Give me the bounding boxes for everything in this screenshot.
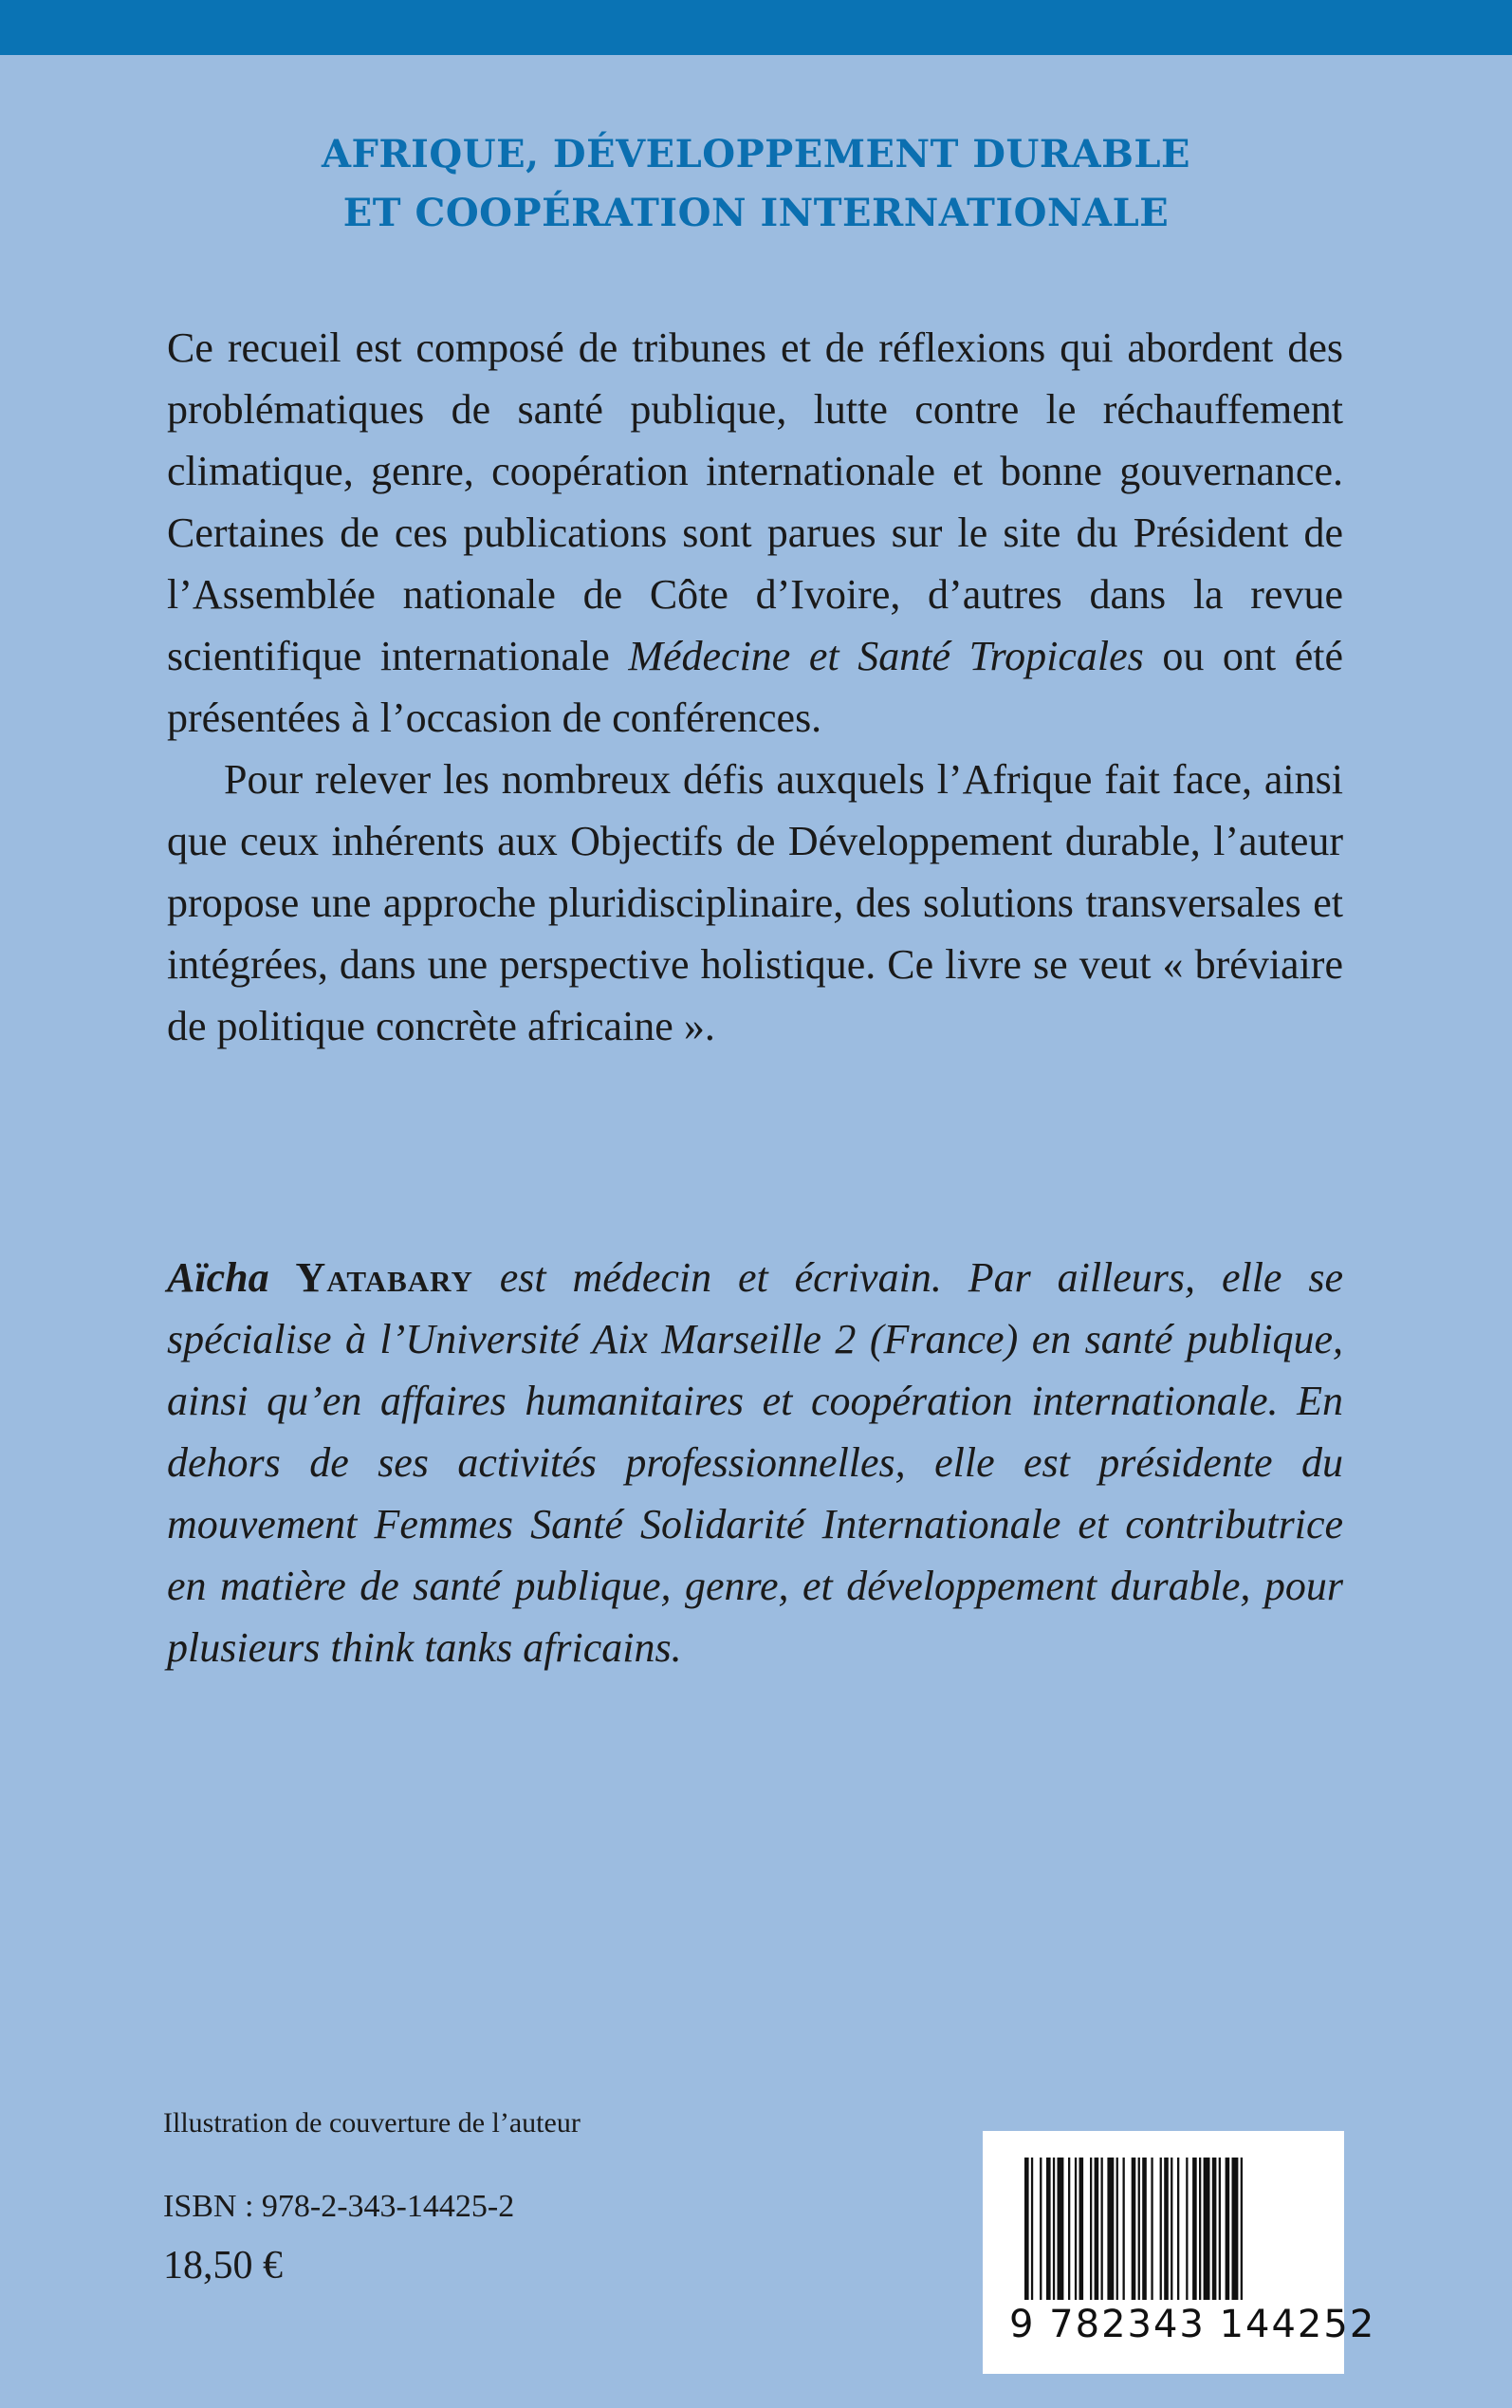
barcode-bar: [1142, 2158, 1147, 2300]
barcode-bar: [1160, 2158, 1162, 2300]
barcode-bar: [1107, 2158, 1114, 2300]
barcode-bar: [1101, 2158, 1103, 2300]
barcode-bar: [1024, 2158, 1029, 2300]
barcode-bar: [1204, 2158, 1210, 2300]
summary-p1-text-a: Ce recueil est composé de tribunes et de réflexions qui abordent des problématiques de santé publique, lutte contre le réchauffement climatique, genre, coopération internationale et bonne gouvernance. Certaines de ces publications sont parues sur le site du Président de l’Assemblée nationale de Côte d’Ivoire, d’autres dans la revue scientifique internationale: [167, 324, 1343, 679]
barcode-bar: [1053, 2158, 1055, 2300]
barcode-bar: [1046, 2158, 1051, 2300]
barcode-bars-icon: [1024, 2158, 1309, 2300]
barcode-bar: [1171, 2158, 1172, 2300]
isbn: ISBN : 978-2-343-14425-2: [163, 2189, 515, 2224]
book-title: [0, 125, 1512, 243]
barcode-bar: [1116, 2158, 1118, 2300]
barcode-bar: [1123, 2158, 1125, 2300]
barcode-bar: [1090, 2158, 1092, 2300]
journal-title: Médecine et Santé Tropicales: [628, 633, 1144, 679]
barcode-bar: [1058, 2158, 1064, 2300]
barcode-bar: [1226, 2158, 1230, 2300]
barcode-bar: [1031, 2158, 1033, 2300]
barcode-bar: [1232, 2158, 1239, 2300]
barcode-bar: [1192, 2158, 1197, 2300]
author-last-name: Yatabary: [295, 1254, 473, 1301]
barcode-bar: [1212, 2158, 1217, 2300]
cover-illustration-credit: Illustration de couverture de l’auteur: [163, 2107, 581, 2139]
price: 18,50 €: [163, 2244, 283, 2288]
barcode-bar: [1164, 2158, 1169, 2300]
barcode-bar: [1151, 2158, 1152, 2300]
author-first-name: Aïcha: [167, 1254, 269, 1301]
summary-p1-text-b: ou ont été présentées à l’occasion de conférences.: [167, 633, 1344, 741]
barcode-bar: [1040, 2158, 1042, 2300]
barcode-bar: [1219, 2158, 1221, 2300]
barcode-bar: [1241, 2158, 1243, 2300]
barcode-bar: [1079, 2158, 1084, 2300]
summary-paragraph-2: Pour relever les nombreux défis auxquels l’Afrique fait face, ainsi que ceux inhérents aux Objectifs de Développement durable, l’auteur propose une approche pluridisciplinaire, des solutions transversales et intégrées, dans une perspective holistique. Ce livre se veut « bréviaire de politique concrète africaine ».: [167, 756, 1343, 1049]
barcode-bar: [1075, 2158, 1077, 2300]
barcode-bar: [1138, 2158, 1140, 2300]
author-bio: [167, 1247, 1343, 1678]
top-color-band: [0, 0, 1512, 55]
author-bio-text: est médecin et écrivain. Par ailleurs, elle se spécialise à l’Université Aix Marseille 2 (France) en santé publique, ainsi qu’en affaires humanitaires et coopération internationale. En dehors de ses activités professionnelles, elle est présidente du mouvement Femmes Santé Solidarité Internationale et contributrice en matière de santé publique, genre, et développement durable, pour plusieurs think tanks africains.: [167, 1254, 1344, 1671]
book-summary: [167, 317, 1343, 1057]
barcode-bar: [1095, 2158, 1099, 2300]
summary-paragraph-1: [167, 317, 1343, 749]
barcode-bar: [1186, 2158, 1188, 2300]
barcode-bar: [1199, 2158, 1201, 2300]
barcode: [983, 2131, 1376, 2374]
title-line-1: AFRIQUE, DÉVELOPPEMENT DURABLE: [321, 132, 1191, 176]
barcode-bar: [1177, 2158, 1179, 2300]
title-line-2: ET COOPÉRATION INTERNATIONALE: [342, 191, 1170, 235]
barcode-digits: 9 782343 144252: [1009, 2303, 1376, 2346]
barcode-bar: [1132, 2158, 1136, 2300]
barcode-bar: [1068, 2158, 1070, 2300]
